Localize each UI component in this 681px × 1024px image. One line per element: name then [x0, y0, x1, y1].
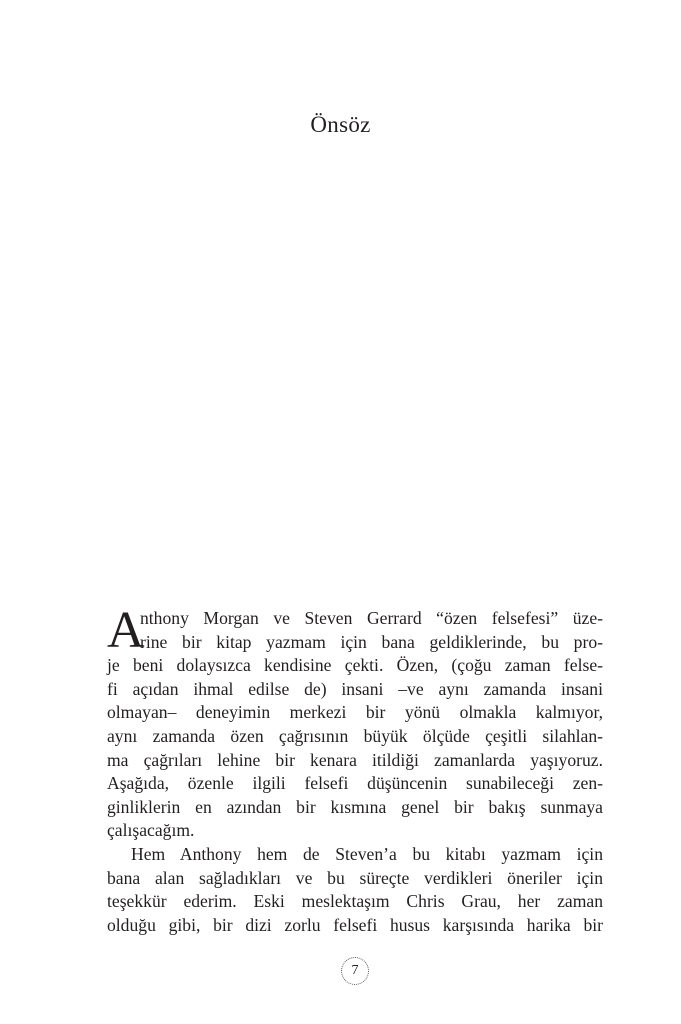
page-title: Önsöz: [310, 112, 371, 137]
body-text: [107, 602, 603, 937]
text-line: teşekkür ederim. Eski meslektaşım Chris Grau, her zaman: [107, 891, 603, 912]
text-line: olduğu gibi, bir dizi zorlu felsefi husus karşısında harika bir: [107, 914, 603, 935]
page-number: 7: [341, 957, 369, 985]
text-line: ma çağrıları lehine bir kenara itildiği zamanlarda yaşıyoruz.: [107, 749, 603, 770]
text-line: rine bir kitap yazmam için bana geldiklerinde, bu pro-: [140, 631, 603, 652]
text-line: Aşağıda, özenle ilgili felsefi düşüncenin sunabileceği zen-: [107, 773, 603, 794]
text-line: je beni dolaysızca kendisine çekti. Özen, (çoğu zaman felse-: [107, 655, 603, 676]
text-line: aynı zamanda özen çağrısının büyük ölçüde çeşitli silahlan-: [107, 725, 603, 746]
text-line: çalışacağım.: [107, 820, 195, 841]
text-line: olmayan– deneyimin merkezi bir yönü olmakla kalmıyor,: [107, 702, 603, 723]
drop-cap: A: [107, 602, 145, 659]
text-line: Hem Anthony hem de Steven’a bu kitabı yazmam için: [131, 843, 603, 864]
text-line: A nthony Morgan ve Steven Gerrard “özen felsefesi” üze-: [107, 602, 603, 659]
text-line: bana alan sağladıkları ve bu süreçte verdikleri öneriler için: [107, 867, 603, 888]
text-line: ginliklerin en azından bir kısmına genel bir bakış sunmaya: [107, 796, 603, 817]
text-line: fi açıdan ihmal edilse de) insani –ve aynı zamanda insani: [107, 678, 603, 699]
